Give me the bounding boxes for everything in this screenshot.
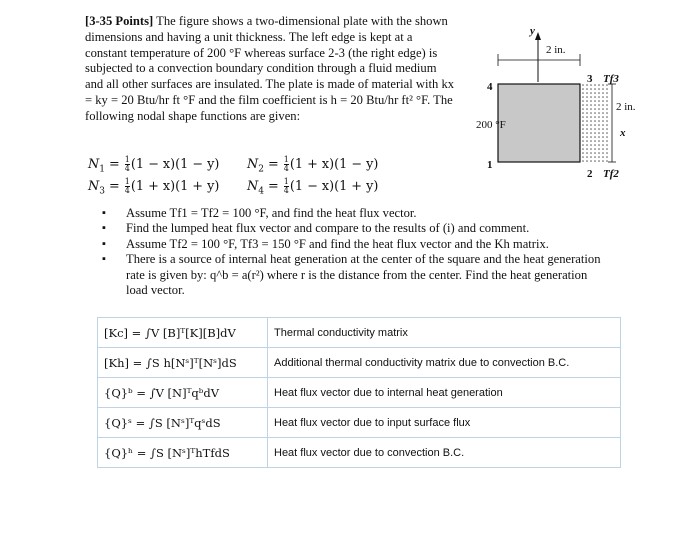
left-temperature-label: 200 °F [476,119,506,131]
convection-hatch [582,84,608,162]
definitions-table [97,317,621,468]
plate-figure [470,20,640,190]
task-item: ▪ Assume Tf1 = Tf2 = 100 °F, and find the heat flux vector. [98,206,608,221]
task-item: ▪ Find the lumped heat flux vector and compare to the results of (i) and comment. [98,221,608,236]
description-cell: Thermal conductivity matrix [268,318,621,348]
shape-function-n2: $N_2$ = $\frac{1}{4}$ (1 + x)(1 − y) [247,155,379,175]
equation-cell: {Q}ᵇ = ∫V [N]ᵀqᵇdV [98,378,268,408]
task-item: ▪ Assume Tf2 = 100 °F, Tf3 = 150 °F and find the heat flux vector and the Kh matrix. [98,237,608,252]
y-axis-label: y [530,25,535,37]
table-row [98,348,621,378]
points-label: [3-35 Points] [85,14,154,28]
shape-function-n1: $N_1$ = $\frac{1}{4}$ (1 − x)(1 − y) [88,155,220,175]
shape-function-n4: $N_4$ = $\frac{1}{4}$ (1 − x)(1 + y) [247,177,379,197]
equation-cell: {Q}ˢ = ∫S [Nˢ]ᵀqˢdS [98,408,268,438]
equation-cell: [Kh] = ∫S h[Nˢ]ᵀ[Nˢ]dS [98,348,268,378]
table-row [98,378,621,408]
description-cell: Heat flux vector due to internal heat generation [268,378,621,408]
task-item: ▪ There is a source of internal heat generation at the center of the square and the heat generation rate is given by: q^b = a(r²) where r is the distance from the center. Find the heat generation load vector. [98,252,608,298]
description-cell: Additional thermal conductivity matrix due to convection B.C. [268,348,621,378]
description-cell: Heat flux vector due to convection B.C. [268,438,621,468]
node-2-label: 2 [587,168,593,180]
equation-cell: [Kc] = ∫V [B]ᵀ[K][B]dV [98,318,268,348]
problem-text: The figure shows a two-dimensional plate with the shown dimensions and having a unit thickness. The left edge is kept at a constant temperature of 200 °F whereas surface 2-3 (the right edge) is subjected to a convection boundary condition through a fluid medium and all other surfaces are insulated. The plate is made of material with kx = ky = 20 Btu/hr ft °F and the film coefficient is h = 20 Btu/hr ft² °F. The following nodal shape functions are given: [85,14,455,123]
height-dimension-label: 2 in. [616,101,636,113]
shape-function-n3: $N_3$ = $\frac{1}{4}$ (1 + x)(1 + y) [88,177,220,197]
y-axis-arrow-icon [535,32,541,40]
table-row [98,408,621,438]
width-dimension-label: 2 in. [546,44,566,56]
plate-rect [498,84,580,162]
equation-cell: {Q}ʰ = ∫S [Nˢ]ᵀhTfdS [98,438,268,468]
node-4-label: 4 [487,81,493,93]
task-list [98,206,608,298]
node-3-label: 3 [587,73,593,85]
problem-statement [85,14,457,125]
description-cell: Heat flux vector due to input surface flux [268,408,621,438]
tf3-label: Tf3 [603,73,619,85]
x-axis-label: x [620,127,626,139]
table-row [98,318,621,348]
node-1-label: 1 [487,159,493,171]
table-row [98,438,621,468]
tf2-label: Tf2 [603,168,619,180]
